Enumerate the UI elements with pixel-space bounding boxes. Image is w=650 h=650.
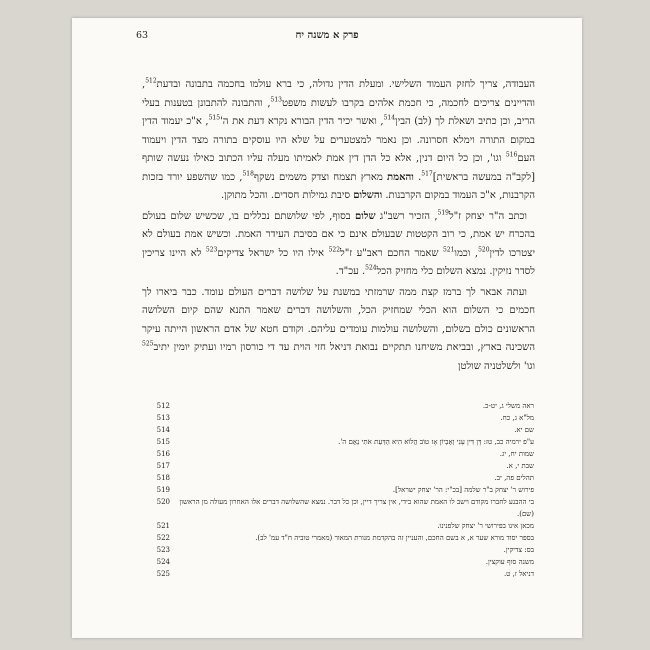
footnote-text: בס: צדיקין. xyxy=(503,546,534,554)
footnote-ref: 514 xyxy=(383,114,396,122)
bold-term: שלום xyxy=(354,210,376,222)
footnote-number: 512 xyxy=(156,402,170,410)
footnote-text: מכאן אינו בפירושי ר' יצחק שלפנינו. xyxy=(437,522,534,530)
text-run: מארץ תצמח וצדק משמים נשקף xyxy=(253,171,388,183)
footnote-number: 513 xyxy=(156,414,170,422)
footnote-ref: 519 xyxy=(437,209,449,217)
text-run: וגו' ולשלטניה שולטן xyxy=(457,360,535,372)
footnote xyxy=(142,568,542,580)
footnote-text: בספר יסוד מורא שער א, א בשם החכם, והעניין זה בהקדמת מנורת המאור (מאמרי טוביה ח"ד עמ' לב). xyxy=(255,534,534,542)
text-run: , א"כ יעמוד הדין במקום התורה וימלא חסרונה. וכן נאמר למצטערים על שלא היו עוסקים בתורה מצד הדין ויעמוד העם xyxy=(142,116,535,164)
footnote-ref: 518 xyxy=(242,170,254,178)
footnote xyxy=(142,424,542,436)
text-run: לא היינו צריכין לסדר נזיקין. נמצא השלום כלי מחזיק הכל xyxy=(142,247,535,277)
footnote-number: 515 xyxy=(156,438,170,446)
book-page xyxy=(72,18,582,638)
footnote xyxy=(142,484,542,496)
footnote-ref: 512 xyxy=(145,77,157,85)
footnote-ref: 521 xyxy=(442,246,455,254)
text-run: , הזכיר רשב"ג xyxy=(375,210,438,222)
text-run: בסוף, לפי שלושתם נכללים בו, שכשיש שלום בעולם בהכרח יש אמת, כי רוב הקטטות שבעולם אינם כי אם בסיבת העידר האמת. וכשיש אמת בעולם לא יצטרכו לדין xyxy=(142,210,535,259)
text-run: העבודה, צריך לחזק העמוד השלישי. ומעלת הדין גדולה, כי ברא עולמו בחכמה בתבונה ובדעת xyxy=(156,79,535,90)
footnote xyxy=(142,496,542,520)
paragraph-2 xyxy=(142,208,535,282)
footnote xyxy=(142,556,542,568)
footnote xyxy=(142,412,542,424)
footnote xyxy=(142,400,542,412)
footnote-ref: 516 xyxy=(505,151,518,159)
footnote-ref: 517 xyxy=(421,170,433,178)
footnote xyxy=(142,520,542,532)
footnote xyxy=(142,532,542,544)
footnote-ref: 522 xyxy=(328,246,341,254)
page-number: 63 xyxy=(136,30,149,41)
text-run: , ואשר יכיר הדין הבורא נקרא דעת את ה' xyxy=(220,116,384,127)
text-run: , וכמו xyxy=(454,247,479,259)
footnote-number: 525 xyxy=(156,570,170,578)
text-run: שאמר החכם ראב"ע ז"ל xyxy=(340,247,443,259)
text-run: סיבת גמילות חסדים. והכל מתוקן. xyxy=(220,190,354,201)
footnote-number: 521 xyxy=(156,522,170,530)
page-header xyxy=(72,30,582,48)
footnote-ref: 513 xyxy=(270,96,282,104)
footnote-number: 523 xyxy=(156,546,170,554)
footnote-text: משנה סוף עוקצין. xyxy=(485,558,534,566)
footnote-ref: 524 xyxy=(365,264,377,272)
footnote-text: שמות יח, יג. xyxy=(499,450,534,458)
footnote xyxy=(142,436,542,448)
footnote-text: בי ההבנע לחברו מקודם וישב לו האמת שהוא בידי, אין צריך דיין, וכן כל דבר. נמצא שהשלושה דברים אלו האחרון מעולה מן הראשון (שם). xyxy=(179,498,534,518)
footnote-text: ראה משלי ג, יט-כ. xyxy=(482,402,534,410)
footnote xyxy=(142,460,542,472)
footnote xyxy=(142,472,542,484)
footnote-text: מל"א ג, כח. xyxy=(500,414,534,422)
footnote-ref: 525 xyxy=(142,340,154,348)
footnote-number: 514 xyxy=(156,426,170,434)
footnote-ref: 523 xyxy=(205,246,218,254)
footnote-number: 519 xyxy=(156,486,170,494)
footnote-number: 524 xyxy=(156,558,170,566)
footnote xyxy=(142,448,542,460)
footnote-number: 522 xyxy=(156,534,170,542)
text-run: וגו', וכן כל היום דנין, אלא כל הדן דין אמת לאמיתו מעלה עליו הכתוב כאילו נעשה שותף [לקב"ה במעשה בראשית] xyxy=(142,153,535,183)
text-run: , והתבונה להתבונן בטענות בעלי הריב, וכן כתיב ושאלת לך (לב) הבין xyxy=(142,97,536,127)
text-run: , והדיינים צריכים לחכמה, כי חכמת אלהים בקרבו לעשות משפט xyxy=(142,79,535,109)
footnote-text: תהלים פה, יב. xyxy=(494,474,534,482)
text-run: וכתב ה"ר יצחק ז"ל xyxy=(449,210,527,222)
footnote-number: 520 xyxy=(156,498,170,506)
footnote-number: 517 xyxy=(156,462,170,470)
text-run: . עכ"ד. xyxy=(335,266,366,277)
footnote xyxy=(142,544,542,556)
bold-term: והאמת xyxy=(387,171,414,183)
running-title: פרק א משנה יח xyxy=(295,30,359,41)
main-text xyxy=(142,76,535,378)
bold-term: והשלום xyxy=(353,190,383,201)
footnote-text: דניאל ז, ט. xyxy=(503,570,534,578)
text-run: , כמו שהשפע יורד בזכות הקרבנות, א"כ העמוד במקום הקרבנות. xyxy=(142,171,535,201)
paragraph-3 xyxy=(142,284,535,377)
footnote-text: ע"פ ירמיה כב, טז: דָּן דִּין עָנִי וְאֶבְיוֹן אָז טוֹב הֲלוֹא הִיא הַדַּעַת אֹתִי נְאֻם ה'. xyxy=(338,438,534,446)
footnote-ref: 520 xyxy=(478,246,490,254)
text-run: אילו היו כל ישראל צדיקים xyxy=(217,247,329,259)
text-run: ועתה אבאר לך ברמז קצת ממה שרמזתי במשנת על שלושה דברים העולם עומד. כבר ביארו לך חכמים כי השלום הוא הכלי שמחזיק הכל, והשלושה דברים שאמר התנא שהם קיום השלושה הראשונים כולם בשלום, והשלושה עולמות עומדים עליהם. וקודם חטא של אדם הראשון הייתה עיקר השכינה בארץ, ובביאת משיחנו תתקיים נבואת דניאל חזי הוית עד די כורסון רמיו ועתיק יומין יתיב xyxy=(142,286,535,353)
footnote-text: פירוש ר' יצחק ב"ר שלמה [בכ"י: הר' יצחק ישראל]. xyxy=(392,486,534,494)
footnote-number: 516 xyxy=(156,450,170,458)
footnote-ref: 515 xyxy=(208,114,221,122)
footnote-text: שבת י, א. xyxy=(506,462,534,470)
footnote-text: שם יא. xyxy=(514,426,534,434)
footnotes-section xyxy=(142,400,542,580)
footnote-number: 518 xyxy=(156,474,170,482)
paragraph-1: העבודה, צריך לחזק העמוד השלישי. ומעלת הדין גדולה, כי ברא עולמו בחכמה בתבונה ובדעת$^{512}$, והדיינים צריכים לחכמה, כי חכמת אלהים בקרבו לעשות משפט$^{513}$, והתבונה להתבונן בטענות בעלי הריב, וכן כתיב ושאלת לך (לב) הבין$^{514}$, ואשר יכיר הדין הבורא נקרא דעת את $ה'^{515}$, א"כ יעמוד הדין במקום התורה וימלא חסרונה. וכן נאמר למצטערים על שלא היו עוסקים בתורה מצד הדין ויעמוד העם$^{516}$ וגו', וכן כל היום דנין, אלא כל הדן דין אמת לאמיתו מעלה עליו הכתוב כאילו נעשה שותף [לקב"ה במעשה בראשית]$^{517}$. והאמת מארץ תצמח וצדק משמים נשקף$^{518}$, כמו שהשפע יורד בזכות הקרבנות, א"כ העמוד במקום הקרבנות. והשלום סיבת גמילות חסדים. והכל מתוקן. xyxy=(142,77,536,201)
